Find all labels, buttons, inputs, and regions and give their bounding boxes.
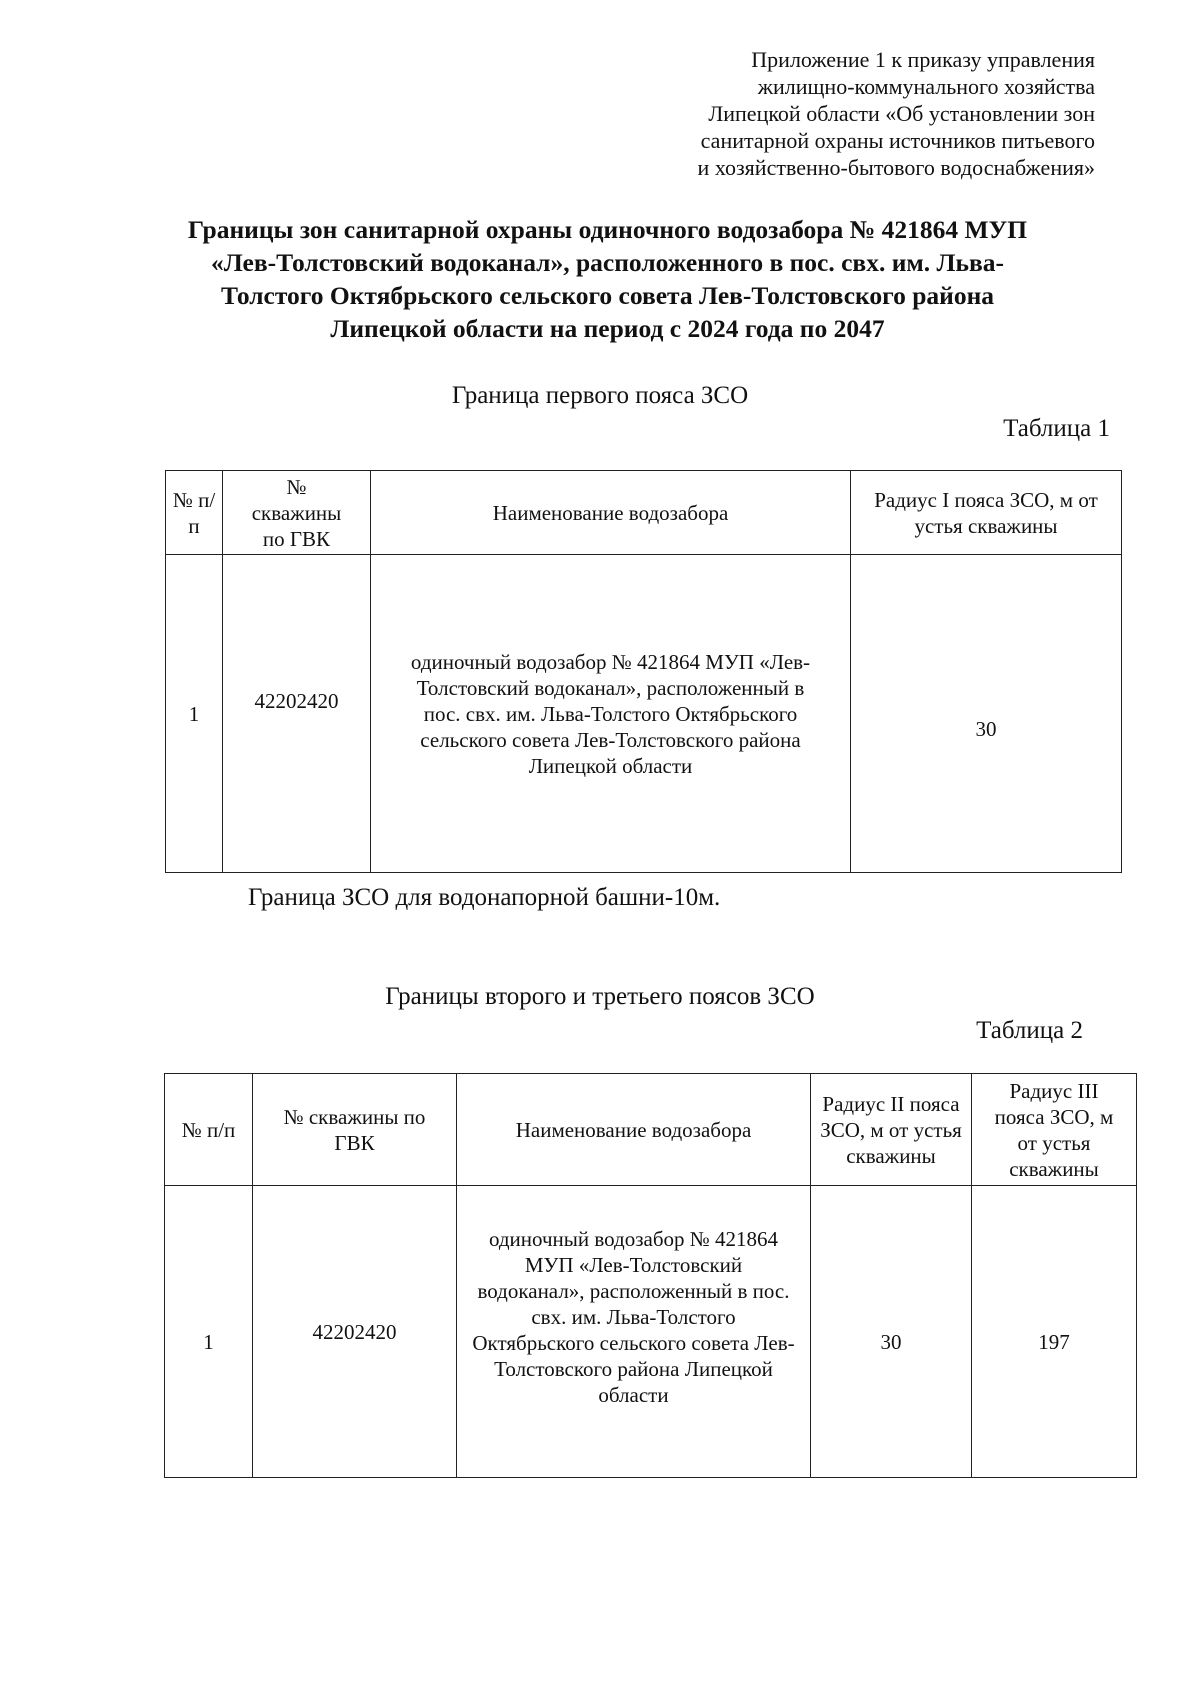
section2-title: Границы второго и третьего поясов ЗСО bbox=[385, 983, 815, 1010]
appendix-line: Липецкой области «Об установлении зон bbox=[708, 101, 1095, 126]
table-first-zone bbox=[165, 470, 1122, 873]
header-radius-1: Радиус I пояса ЗСО, м от устья скважины bbox=[851, 471, 1122, 555]
document-title-line: Толстого Октябрьского сельского совета Лев-Толстовского района bbox=[220, 281, 995, 310]
document-title-line: «Лев-Толстовский водоканал», расположенного в пос. свх. им. Льва- bbox=[210, 248, 1004, 277]
header-radius-3: Радиус III пояса ЗСО, м от устья скважины bbox=[972, 1074, 1137, 1186]
cell-well-number: 42202420 bbox=[253, 1186, 457, 1478]
table-header-row bbox=[166, 471, 1122, 555]
header-well-number: № скважины по ГВК bbox=[223, 471, 371, 555]
cell-number: 1 bbox=[165, 1186, 253, 1478]
appendix-line: санитарной охраны источников питьевого bbox=[700, 128, 1095, 153]
header-intake-name: Наименование водозабора bbox=[371, 471, 851, 555]
table-row bbox=[165, 1186, 1137, 1478]
cell-radius-1: 30 bbox=[851, 555, 1122, 873]
document-title-line: Границы зон санитарной охраны одиночного водозабора № 421864 МУП bbox=[187, 215, 1028, 244]
cell-well-number: 42202420 bbox=[223, 555, 371, 873]
header-well-number: № скважины по ГВК bbox=[253, 1074, 457, 1186]
cell-number: 1 bbox=[166, 555, 223, 873]
document-title bbox=[145, 213, 1070, 345]
document-title-line: Липецкой области на период с 2024 года по 2047 bbox=[330, 314, 885, 343]
header-number: № п/п bbox=[166, 471, 223, 555]
appendix-line: и хозяйственно-бытового водоснабжения» bbox=[697, 155, 1095, 180]
cell-intake-name: одиночный водозабор № 421864 МУП «Лев-Толстовский водоканал», расположенный в пос. свх. им. Льва-Толстого Октябрьского сельского совета Лев-Толстовского района Липецкой области bbox=[371, 555, 851, 873]
header-radius-2: Радиус II пояса ЗСО, м от устья скважины bbox=[811, 1074, 972, 1186]
table-header-row bbox=[165, 1074, 1137, 1186]
appendix-line: жилищно-коммунального хозяйства bbox=[757, 74, 1095, 99]
cell-radius-2: 30 bbox=[811, 1186, 972, 1478]
appendix-header bbox=[575, 46, 1095, 181]
cell-intake-name: одиночный водозабор № 421864 МУП «Лев-Толстовский водоканал», расположенный в пос. свх. им. Льва-Толстого Октябрьского сельского совета Лев-Толстовского района Липецкой области bbox=[457, 1186, 811, 1478]
table-row bbox=[166, 555, 1122, 873]
header-number: № п/п bbox=[165, 1074, 253, 1186]
section1-title: Граница первого пояса ЗСО bbox=[451, 382, 749, 409]
water-tower-note: Граница ЗСО для водонапорной башни-10м. bbox=[248, 884, 721, 911]
table1-label: Таблица 1 bbox=[1003, 415, 1110, 442]
header-intake-name: Наименование водозабора bbox=[457, 1074, 811, 1186]
table2-label: Таблица 2 bbox=[976, 1017, 1083, 1044]
cell-radius-3: 197 bbox=[972, 1186, 1137, 1478]
table-second-third-zones bbox=[164, 1073, 1137, 1478]
appendix-line: Приложение 1 к приказу управления bbox=[751, 47, 1095, 72]
